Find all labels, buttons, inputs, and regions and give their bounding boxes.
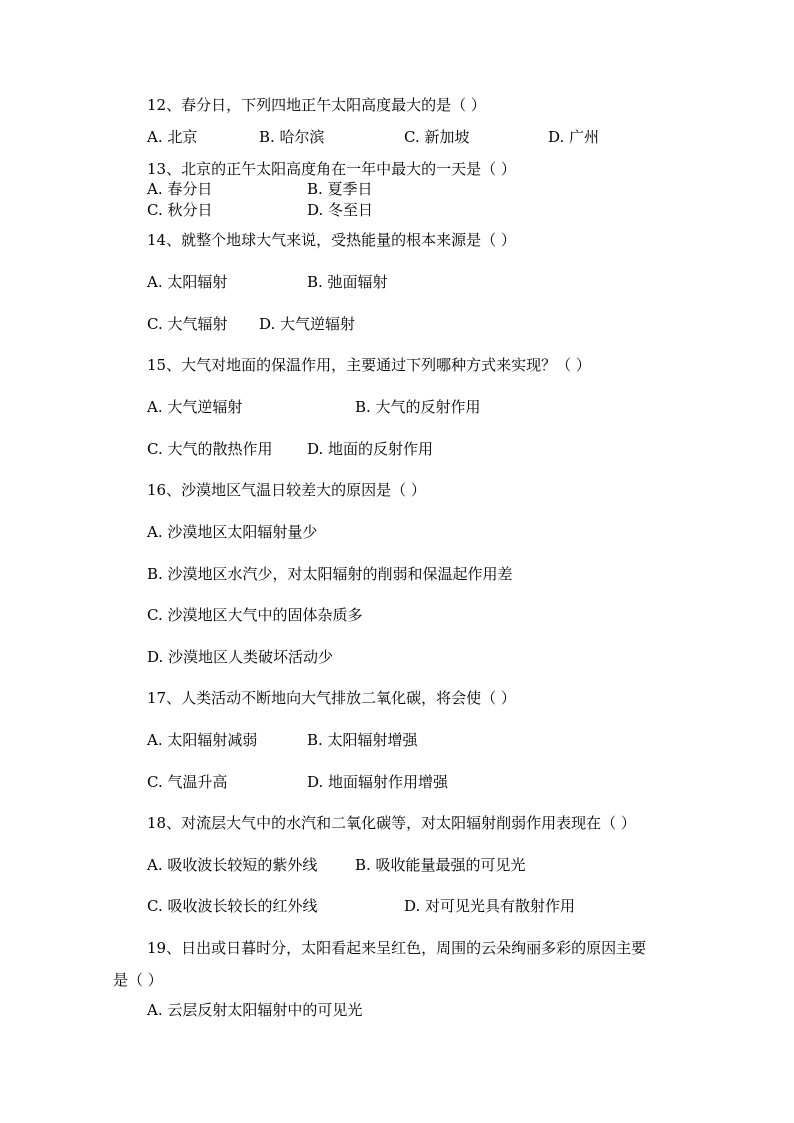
- question-18-option-d: D. 对可见光具有散射作用: [404, 897, 576, 915]
- question-13-option-b: B. 夏季日: [307, 180, 373, 198]
- question-19-stem: 19、日出或日暮时分，太阳看起来呈红色，周围的云朵绚丽多彩的原因主要: [147, 939, 647, 957]
- question-18-stem: 18、对流层大气中的水汽和二氧化碳等，对太阳辐射削弱作用表现在（ ）: [147, 814, 636, 832]
- question-17-stem: 17、人类活动不断地向大气排放二氧化碳，将会使（ ）: [147, 689, 516, 707]
- question-17-option-c: C. 气温升高: [147, 773, 228, 791]
- question-16-option-c: C. 沙漠地区大气中的固体杂质多: [147, 606, 363, 624]
- question-12-option-b: B. 哈尔滨: [259, 128, 325, 146]
- question-15-option-b: B. 大气的反射作用: [355, 398, 481, 416]
- question-18-option-b: B. 吸收能量最强的可见光: [355, 856, 526, 874]
- question-17-option-b: B. 太阳辐射增强: [307, 731, 418, 749]
- question-17-option-d: D. 地面辐射作用增强: [307, 773, 449, 791]
- question-13-option-a: A. 春分日: [147, 180, 213, 198]
- question-19-stem-continued: 是（ ）: [113, 971, 163, 989]
- question-15-option-c: C. 大气的散热作用: [147, 440, 273, 458]
- question-15-option-d: D. 地面的反射作用: [307, 440, 434, 458]
- question-13-stem: 13、北京的正午太阳高度角在一年中最大的一天是（ ）: [147, 160, 516, 178]
- question-18-option-a: A. 吸收波长较短的紫外线: [147, 856, 318, 874]
- question-12-stem: 12、春分日，下列四地正午太阳高度最大的是（ ）: [147, 96, 486, 114]
- question-12-option-c: C. 新加坡: [404, 128, 470, 146]
- question-18-option-c: C. 吸收波长较长的红外线: [147, 897, 318, 915]
- question-19-option-a: A. 云层反射太阳辐射中的可见光: [147, 1001, 363, 1019]
- question-12-option-a: A. 北京: [147, 128, 198, 146]
- question-13-option-c: C. 秋分日: [147, 201, 213, 219]
- question-16-stem: 16、沙漠地区气温日较差大的原因是（ ）: [147, 481, 426, 499]
- question-14-option-c: C. 大气辐射: [147, 315, 228, 333]
- question-16-option-d: D. 沙漠地区人类破坏活动少: [147, 648, 334, 666]
- question-14-option-d: D. 大气逆辐射: [259, 315, 356, 333]
- question-16-option-a: A. 沙漠地区太阳辐射量少: [147, 523, 318, 541]
- question-13-option-d: D. 冬至日: [307, 201, 374, 219]
- question-12-option-d: D. 广州: [548, 128, 600, 146]
- question-17-option-a: A. 太阳辐射减弱: [147, 731, 258, 749]
- question-15-option-a: A. 大气逆辐射: [147, 398, 243, 416]
- question-14-stem: 14、就整个地球大气来说，受热能量的根本来源是（ ）: [147, 231, 516, 249]
- question-14-option-a: A. 太阳辐射: [147, 273, 228, 291]
- question-14-option-b: B. 弛面辐射: [307, 273, 388, 291]
- question-16-option-b: B. 沙漠地区水汽少，对太阳辐射的削弱和保温起作用差: [147, 565, 513, 583]
- question-15-stem: 15、大气对地面的保温作用，主要通过下列哪种方式来实现？（ ）: [147, 356, 591, 374]
